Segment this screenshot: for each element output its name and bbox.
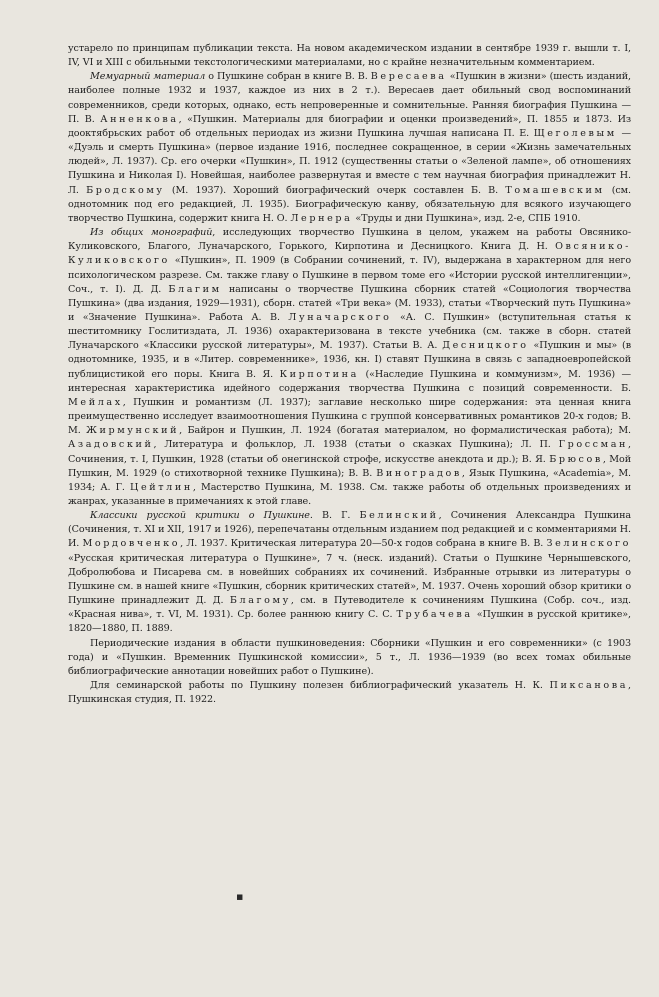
text-run: , исследующих творчество Пушкина в целом, укажем на работы Овсянико-Куликовского, Благого, Луначарского, Горького, Кирпотина и Десницкого. Книга Д. Н. (68, 227, 631, 253)
text-run: В. Г. (312, 510, 360, 522)
author-name: Цейтлин (130, 481, 193, 493)
author-name: Томашевским (505, 184, 605, 196)
text-run: «Пушкин в русской критике», 1820—1880, П. 1889. (68, 609, 631, 635)
author-name: Трубачева (396, 609, 473, 621)
text-run: «Труды и дни Пушкина», изд. 2-е, СПБ 1910. (352, 212, 581, 224)
italic-heading: Мемуарный материал (90, 71, 206, 83)
text-run: «Русская критическая литература о Пушкине», 7 ч. (неск. изданий). Статьи о Пушкине Чернышевского, Добролюбова и Писарева см. в новейших собраниях их сочинений. Избранные отрывки из литературы о Пушкине см. в нашей книге «Пушкин, сборник критических статей», М. 1937. Очень хороший обзор критики о Пушкине принадлежит Д. Д. (68, 552, 631, 607)
author-name: Овсянико-Куликовского (68, 241, 631, 267)
italic-heading: Из общих монографий (90, 227, 213, 239)
text-run: «Пушкин в жизни» (шесть изданий, наиболее полные 1932 и 1937, каждое из них в 2 т.). Вересаев дает обильный свод воспоминаний современников, среди которых, однако, есть непроверенные и сомнительные. Ранняя биография Пушкина — П. В. (68, 71, 632, 125)
text-run: , Литература и фольклор, Л. 1938 (статьи о сказках Пушкина); Л. П. (153, 439, 559, 451)
paragraph (68, 637, 631, 679)
text-run: («Наследие Пушкина и коммунизм», М. 1936) — интересная характеристика идейного содержания творчества Пушкина с позиций современности. Б. (68, 368, 632, 394)
paragraph (68, 509, 631, 636)
author-name: Вересаева (370, 71, 447, 83)
author-name: Благим (168, 283, 222, 295)
bibliography-text (68, 42, 631, 707)
text-run: , Л. 1937. Критическая литература 20—50-х годов собрана в книге В. В. (180, 538, 547, 550)
text-run: , см. в Путеводителе к сочинениям Пушкина (Собр. соч., изд. «Красная нива», т. VI, М. 1931). Ср. более раннюю книгу С. С. (68, 595, 631, 621)
text-run: «Пушкин и мы» (в однотомнике, 1935, и в «Литер. современнике», 1936, кн. I) ставят Пушкина в связь с западноевропейской публицистикой его поры. Книга В. Я. (68, 340, 631, 380)
text-run: о Пушкине собран в книге В. В. (205, 71, 371, 83)
author-name: Виноградов (376, 467, 462, 479)
author-name: Зелинского (546, 538, 631, 550)
text-run: Периодические издания в области пушкиноведения: Сборники «Пушкин и его современники» (с 1903 года) и «Пушкин. Временник Пушкинской комиссии», 5 т., Л. 1936—1939 (во всех томах обильные библиографические аннотации новейших работ о Пушкине). (68, 637, 631, 677)
author-name: Гроссман (558, 439, 629, 451)
text-run: , Пушкин и романтизм (Л. 1937); заглавие несколько шире содержания: эта ценная книга преимущественно исследует взаимоотношения Пушкина с группой консервативных романтиков 20-х годов; В. М. (68, 396, 631, 437)
text-run: (см. однотомник под его редакцией, Л. 1935). Биографическую канву, обязательную для всякого изучающего творчество Пушкина, содержит книга Н. О. (68, 184, 631, 224)
text-run: устарело по принципам публикации текста. На новом академическом издании в сентябре 1939 г. вышли т. I, IV, VI и XIII с обильными текстологическими материалами, но с крайне незначительным комментарием. (68, 43, 631, 69)
text-run: «А. С. Пушкин» (вступительная статья к шеститомнику Гослитиздата, Л. 1936) охарактеризована в тексте учебника (см. также в сборн. статей Луначарского «Классики русской литературы», М. 1937). Статьи В. А. (68, 311, 631, 352)
text-run: , «Пушкин. Материалы для биографии и оценки произведений», П. 1855 и 1873. Из дооктябрьских работ об отдельных периодах из жизни Пушкина лучшая написана П. Е. (68, 113, 632, 139)
text-run: , Сочинения, т. I, Пушкин, 1928 (статьи об онегинской строфе, искусстве анекдота и др.); В. Я. (68, 439, 631, 465)
text-run: (М. 1937). Хороший биографический очерк составлен Б. В. (164, 184, 506, 196)
text-run: «Пушкин», П. 1909 (в Собрании сочинений, т. IV), выдержана в характерном для него психологическом разрезе. См. также главу о Пушкине в первом томе его «Истории русской интеллигенции», Соч., т. I). Д. Д. (68, 255, 631, 295)
italic-heading: Классики русской критики о Пушкине. (90, 510, 313, 522)
paragraph (68, 226, 631, 509)
author-name: Десницкого (442, 340, 529, 352)
text-run: написаны о творчестве Пушкина сборник статей «Социология творчества Пушкина» (два издания, 1929—1931), сборн. статей «Три века» (М. 1933), статьи «Творческий путь Пушкина» и «Значение Пушкина». Работа А. В. (68, 283, 631, 323)
author-name: Анненкова (100, 113, 179, 125)
author-name: Щеголевым (533, 127, 617, 139)
author-name: Благому (229, 595, 291, 607)
author-name: Азадовский (68, 439, 154, 451)
text-run: , Сочинения Александра Пушкина (Сочинения, т. XI и XII, 1917 и 1926), перепечатаны отдельным изданием под редакцией и с комментариями Н. И. (68, 510, 631, 550)
text-run: , Язык Пушкина, «Academia», М. 1934; А. Г. (68, 467, 631, 493)
paragraph (68, 679, 631, 707)
author-name: Белинский (359, 510, 439, 522)
author-name: Луначарского (288, 311, 392, 323)
author-name: Мейлах (68, 396, 123, 408)
author-name: Бродскому (86, 184, 165, 196)
text-run: Для семинарской работы по Пушкину полезен библиографический указатель Н. К. (90, 680, 550, 692)
author-name: Кирпотина (279, 368, 359, 380)
paragraph (68, 70, 631, 226)
author-name: Брюсов (549, 453, 603, 465)
text-run: , Мой Пушкин, М. 1929 (о стихотворной технике Пушкина); В. В. (68, 453, 631, 479)
text-run: , Пушкинская студия, П. 1922. (68, 680, 631, 706)
text-run: — «Дуэль и смерть Пушкина» (первое издание 1916, последнее сокращенное, в серии «Жизнь замечательных людей», Л. 1937). Ср. его очерки «Пушкин», П. 1912 (существенны статьи о «Зеленой лампе», об отношениях Пушкина и Николая I). Новейшая, наиболее развернутая и вместе с тем научная биография принадлежит Н. Л. (68, 127, 631, 196)
author-name: Лернера (290, 212, 353, 224)
author-name: Жирмунский (86, 425, 180, 437)
text-run: , Мастерство Пушкина, М. 1938. См. также работы об отдельных произведениях и жанрах, указанные в примечаниях к этой главе. (68, 481, 631, 507)
text-run: , Байрон и Пушкин, Л. 1924 (богатая материалом, но формалистическая работа); М. (179, 425, 631, 437)
paragraph (68, 42, 631, 70)
author-name: Мордовченко (82, 538, 181, 550)
author-name: Пиксанова (549, 680, 629, 692)
ink-mark: ▪ (236, 890, 244, 903)
